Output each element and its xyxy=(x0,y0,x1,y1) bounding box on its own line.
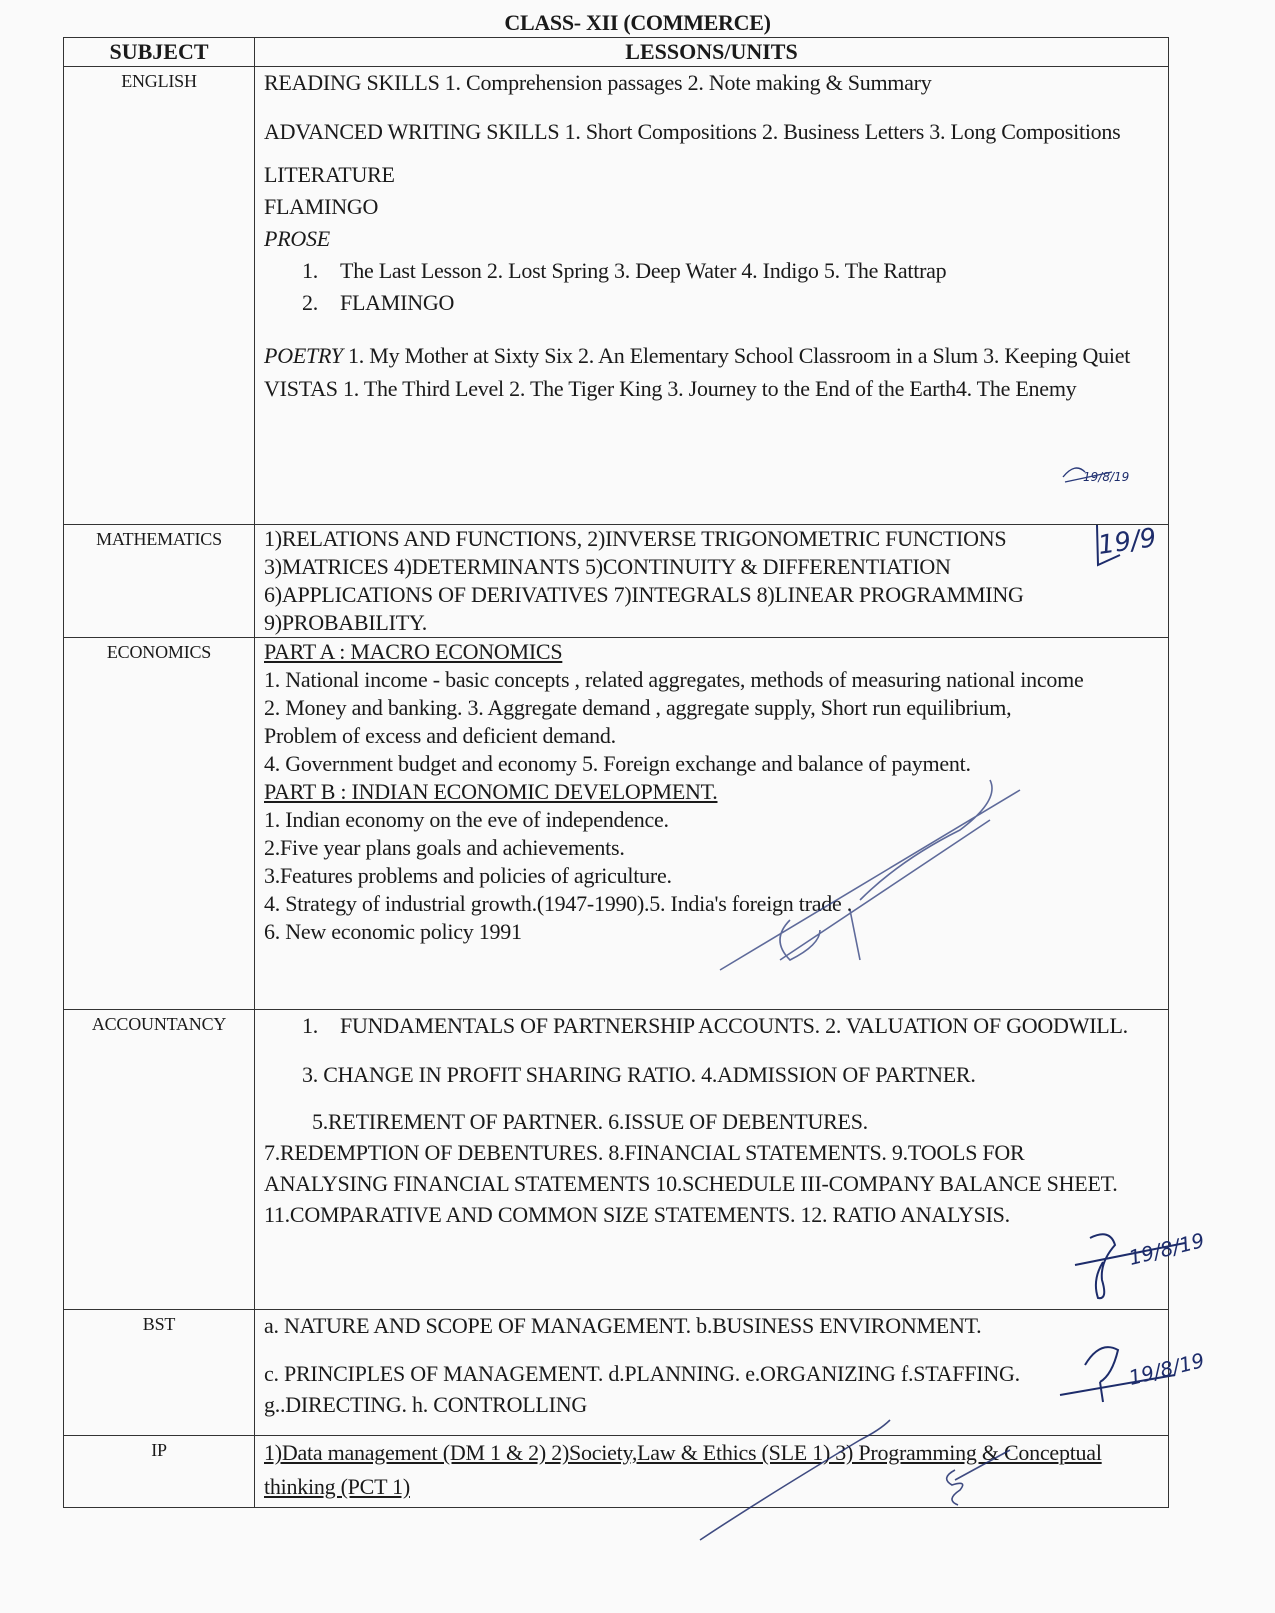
economics-part-b-item: 2.Five year plans goals and achievements. xyxy=(264,835,625,860)
economics-part-a-heading: PART A : MACRO ECONOMICS xyxy=(264,639,563,664)
lessons-accountancy xyxy=(255,1010,1169,1310)
bst-line-1: a. NATURE AND SCOPE OF MANAGEMENT. b.BUSINESS ENVIRONMENT. xyxy=(264,1313,982,1338)
lessons-ip: 1)Data management (DM 1 & 2) 2)Society,Law & Ethics (SLE 1) 3) Programming & Conceptual thinking (PCT 1) xyxy=(255,1436,1169,1508)
subject-ip: IP xyxy=(64,1436,255,1508)
english-writing-skills: ADVANCED WRITING SKILLS 1. Short Compositions 2. Business Letters 3. Long Compositions xyxy=(264,119,1121,144)
subject-mathematics: MATHEMATICS xyxy=(64,525,255,638)
economics-part-b-item: 4. Strategy of industrial growth.(1947-1990).5. India's foreign trade . xyxy=(264,891,853,916)
economics-part-a-item: 1. National income - basic concepts , related aggregates, methods of measuring national income xyxy=(264,667,1084,692)
header-lessons: LESSONS/UNITS xyxy=(255,38,1169,67)
bst-signature-date: 19/8/19 xyxy=(1126,1348,1207,1390)
economics-part-b-item: 3.Features problems and policies of agriculture. xyxy=(264,863,672,888)
lessons-mathematics: 1)RELATIONS AND FUNCTIONS, 2)INVERSE TRIGONOMETRIC FUNCTIONS 3)MATRICES 4)DETERMINANTS 5)CONTINUITY & DIFFERENTIATION 6)APPLICATIONS OF DERIVATIVES 7)INTEGRALS 8)LINEAR PROGRAMMING 9)PROBABILITY. xyxy=(255,525,1169,638)
subject-bst: BST xyxy=(64,1310,255,1436)
syllabus-table xyxy=(63,37,1169,1508)
table-row-mathematics xyxy=(64,525,1169,638)
english-literature-label: LITERATURE xyxy=(264,162,395,187)
accountancy-item-2: 3. CHANGE IN PROFIT SHARING RATIO. 4.ADMISSION OF PARTNER. xyxy=(302,1062,976,1087)
table-row-accountancy xyxy=(64,1010,1169,1310)
poetry-items: 1. My Mother at Sixty Six 2. An Elementary School Classroom in a Slum 3. Keeping Quiet VISTAS 1. The Third Level 2. The Tiger King 3. Journey to the End of the Earth4. The Enemy xyxy=(264,343,1131,401)
economics-part-a-item: 4. Government budget and economy 5. Foreign exchange and balance of payment. xyxy=(264,751,971,776)
math-signature-date: 19/9 xyxy=(1096,523,1159,561)
table-row-bst xyxy=(64,1310,1169,1436)
lessons-english xyxy=(255,67,1169,525)
english-signature-date: 19/8/19 xyxy=(1083,470,1130,484)
subject-accountancy: ACCOUNTANCY xyxy=(64,1010,255,1310)
lessons-economics xyxy=(255,638,1169,1010)
accountancy-signature-date: 19/8/19 xyxy=(1126,1228,1207,1270)
table-row-ip xyxy=(64,1436,1169,1508)
english-flamingo-label: FLAMINGO xyxy=(264,194,379,219)
english-reading-skills: READING SKILLS 1. Comprehension passages 2. Note making & Summary xyxy=(264,70,932,95)
economics-part-b-heading: PART B : INDIAN ECONOMIC DEVELOPMENT. xyxy=(264,779,718,804)
prose-item-1: 1. The Last Lesson 2. Lost Spring 3. Deep Water 4. Indigo 5. The Rattrap xyxy=(302,258,947,283)
accountancy-item-1: 1. FUNDAMENTALS OF PARTNERSHIP ACCOUNTS. 2. VALUATION OF GOODWILL. xyxy=(302,1013,1128,1038)
economics-part-a-item: 2. Money and banking. 3. Aggregate demand , aggregate supply, Short run equilibrium, Problem of excess and deficient demand. xyxy=(264,695,1012,748)
table-header-row xyxy=(64,38,1169,67)
english-poetry xyxy=(264,339,1160,405)
subject-english: ENGLISH xyxy=(64,67,255,525)
english-prose-label: PROSE xyxy=(264,226,330,251)
header-subject: SUBJECT xyxy=(64,38,255,67)
accountancy-item-4: 7.REDEMPTION OF DEBENTURES. 8.FINANCIAL STATEMENTS. 9.TOOLS FOR ANALYSING FINANCIAL STATEMENTS 10.SCHEDULE III-COMPANY BALANCE SHEET. 11.COMPARATIVE AND COMMON SIZE STATEMENTS. 12. RATIO ANALYSIS. xyxy=(264,1140,1118,1227)
bst-line-2: c. PRINCIPLES OF MANAGEMENT. d.PLANNING. e.ORGANIZING f.STAFFING. g..DIRECTING. h. CONTROLLING xyxy=(264,1361,1020,1417)
prose-item-2: 2. FLAMINGO xyxy=(302,290,455,315)
table-row-economics xyxy=(64,638,1169,1010)
document-title: CLASS- XII (COMMERCE) xyxy=(504,10,771,35)
economics-part-b-item: 1. Indian economy on the eve of independence. xyxy=(264,807,669,832)
table-row-english xyxy=(64,67,1169,525)
poetry-label: POETRY xyxy=(264,343,343,368)
subject-economics: ECONOMICS xyxy=(64,638,255,1010)
accountancy-item-3: 5.RETIREMENT OF PARTNER. 6.ISSUE OF DEBENTURES. xyxy=(312,1109,868,1134)
economics-part-b-item: 6. New economic policy 1991 xyxy=(264,919,522,944)
lessons-bst xyxy=(255,1310,1169,1436)
